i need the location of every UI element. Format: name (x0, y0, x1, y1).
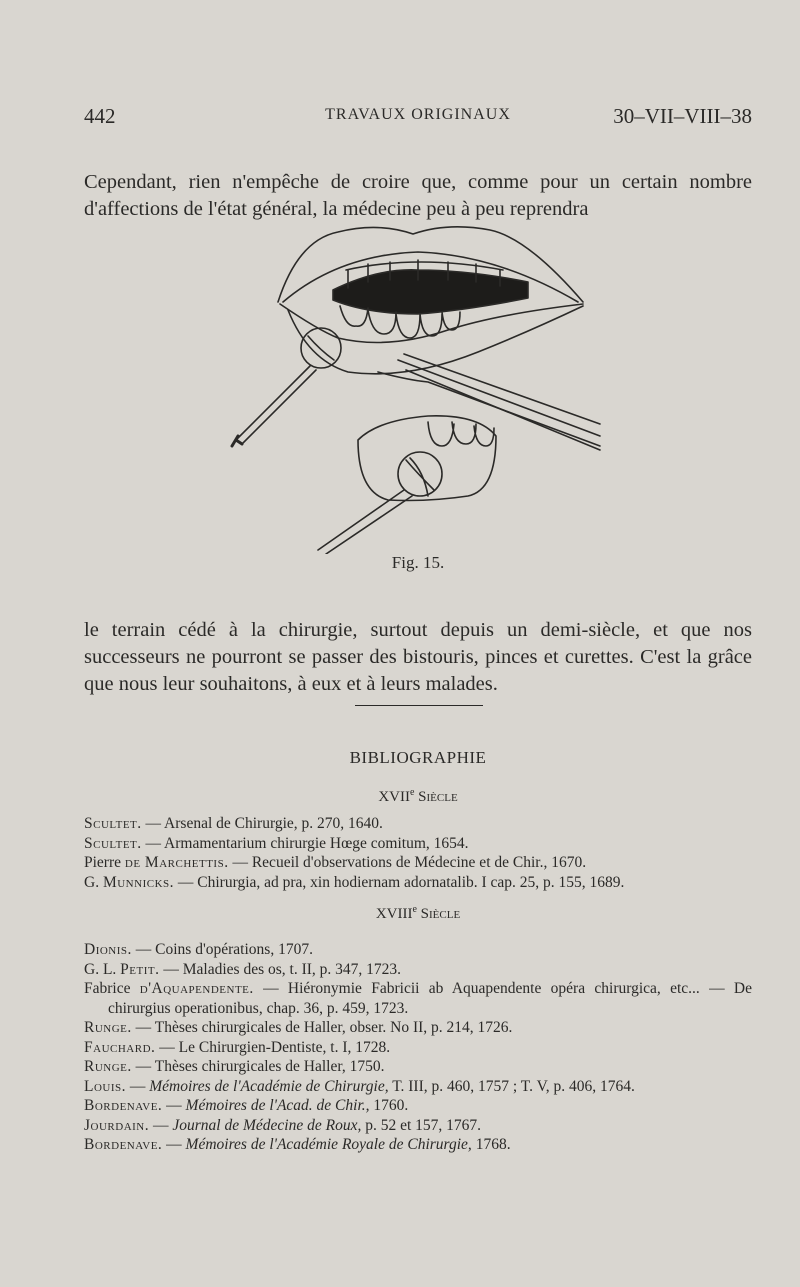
reference-item: G. Munnicks. — Chirurgia, ad pra, xin hodiernam adornatalib. I cap. 25, p. 155, 1689. (84, 873, 625, 891)
century-heading-18: XVIIIe Siècle (375, 904, 461, 922)
bur-head-upper (301, 328, 341, 368)
reference-item: Fabrice d'Aquapendente. — Hiéronymie Fabricii ab Aquapendente opéra chirurgica, etc... — De chirurgius operationibus, chap. 36, p. 459, 1723. (84, 980, 752, 1017)
paragraph-conclusion: le terrain cédé à la chirurgie, surtout depuis un demi-siècle, et que nos successeurs ne pourront se passer des bistouris, pinces et curettes. C'est la grâce que nous leur souhaitons, à eux et à leurs malades. (84, 618, 752, 695)
reference-item: Scultet. — Arsenal de Chirurgie, p. 270, 1640. (84, 815, 383, 832)
reference-item: Fauchard. — Le Chirurgien-Dentiste, t. I, 1728. (84, 1038, 391, 1056)
running-title: TRAVAUX ORIGINAUX (325, 106, 511, 123)
paragraph-intro: Cependant, rien n'empêche de croire que, comme pour un certain nombre d'affections de l'état général, la médecine peu à peu reprendra (84, 170, 752, 220)
running-header (84, 104, 752, 134)
reference-item: Dionis. — Coins d'opérations, 1707. (84, 941, 313, 958)
reference-item: Scultet. — Armamentarium chirurgie Hœge comitum, 1654. (84, 834, 469, 852)
reference-item: Louis. — Mémoires de l'Académie de Chirurgie, T. III, p. 460, 1757 ; T. V, p. 406, 1764. (84, 1077, 635, 1095)
reference-item: Jourdain. — Journal de Médecine de Roux, p. 52 et 157, 1767. (84, 1116, 482, 1134)
bur-head-lower (398, 452, 442, 496)
reference-item: Bordenave. — Mémoires de l'Acad. de Chir., 1760. (84, 1097, 409, 1114)
reference-item: Runge. — Thèses chirurgicales de Haller, 1750. (84, 1058, 385, 1075)
section-divider (355, 705, 483, 706)
reference-item: Bordenave. — Mémoires de l'Académie Royale de Chirurgie, 1768. (84, 1136, 511, 1153)
references-18th-century (84, 940, 752, 1155)
reference-item: Runge. — Thèses chirurgicales de Haller, obser. No II, p. 214, 1726. (84, 1019, 513, 1036)
reference-item: G. L. Petit. — Maladies des os, t. II, p. 347, 1723. (84, 960, 402, 978)
page-number: 442 (84, 104, 116, 128)
reference-item: Pierre de Marchettis. — Recueil d'observations de Médecine et de Chir., 1670. (84, 854, 587, 871)
references-17th-century (84, 814, 752, 892)
figure-caption: Fig. 15. (391, 553, 445, 572)
figure-illustration (228, 210, 608, 554)
mouth-cavity (333, 270, 528, 314)
instrument-handle-upper (236, 366, 316, 444)
bibliography-title: BIBLIOGRAPHIE (349, 748, 487, 767)
century-heading-17: XVIIe Siècle (378, 787, 458, 805)
issue-date: 30–VII–VIII–38 (613, 104, 752, 128)
